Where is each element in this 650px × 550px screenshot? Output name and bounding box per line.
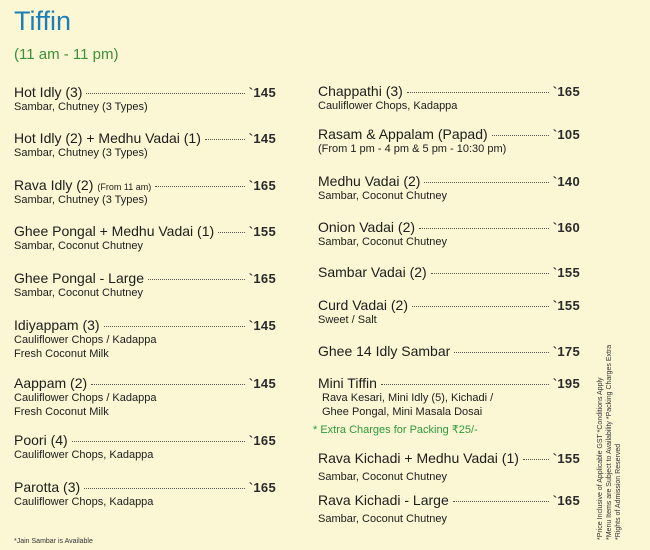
item-price: `145 bbox=[248, 318, 276, 333]
item-name: Hot Idly (2) + Medhu Vadai (1) bbox=[14, 130, 201, 146]
item-description: Sambar, Coconut Chutney bbox=[14, 287, 144, 299]
item-price: `165 bbox=[248, 271, 276, 286]
item-description: Sambar, Chutney (3 Types) bbox=[14, 101, 148, 113]
item-description: Cauliflower Chops, Kadappa bbox=[14, 449, 154, 461]
item-price: `165 bbox=[248, 433, 276, 448]
item-name: Aappam (2) bbox=[14, 375, 88, 391]
item-description: Fresh Coconut Milk bbox=[14, 406, 109, 418]
item-name: Ghee 14 Idly Sambar bbox=[318, 343, 451, 359]
item-price: `165 bbox=[248, 480, 276, 495]
item-description: Sambar, Coconut Chutney bbox=[318, 513, 448, 525]
item-description: Sambar, Coconut Chutney bbox=[14, 240, 144, 252]
side-note: *Menu Items are Subject to Availability *Packing Charges Extra bbox=[606, 344, 613, 540]
item-price: `105 bbox=[552, 127, 580, 142]
item-name: Onion Vadai (2) bbox=[318, 219, 416, 235]
item-description: Sambar, Chutney (3 Types) bbox=[14, 147, 148, 159]
menu-item bbox=[318, 492, 580, 526]
menu-item bbox=[318, 264, 580, 280]
item-description: Sweet / Salt bbox=[318, 314, 377, 326]
menu-item bbox=[318, 375, 580, 419]
item-name: Idiyappam (3) bbox=[14, 317, 100, 333]
item-price: `165 bbox=[552, 493, 580, 508]
menu-item bbox=[318, 126, 580, 156]
item-name: Rava Kichadi + Medhu Vadai (1) bbox=[318, 450, 519, 466]
item-price: `155 bbox=[552, 265, 580, 280]
item-price: `155 bbox=[552, 298, 580, 313]
packing-charge-note: * Extra Charges for Packing ₹25/- bbox=[313, 424, 478, 436]
item-price: `140 bbox=[552, 174, 580, 189]
item-price: `145 bbox=[248, 85, 276, 100]
item-description: Fresh Coconut Milk bbox=[14, 348, 109, 360]
item-name: Medhu Vadai (2) bbox=[318, 173, 421, 189]
menu-item bbox=[14, 223, 276, 253]
menu-item bbox=[14, 432, 276, 462]
item-description: Cauliflower Chops, Kadappa bbox=[318, 100, 458, 112]
item-description: Sambar, Coconut Chutney bbox=[318, 190, 448, 202]
item-name: Chappathi (3) bbox=[318, 83, 403, 99]
item-note: (From 11 am) bbox=[97, 182, 152, 192]
item-name: Mini Tiffin bbox=[318, 375, 377, 391]
item-name: Hot Idly (3) bbox=[14, 84, 83, 100]
page-title: Tiffin bbox=[14, 6, 72, 36]
item-description: Rava Kesari, Mini Idly (5), Kichadi / bbox=[322, 392, 494, 404]
item-name: Curd Vadai (2) bbox=[318, 297, 409, 313]
menu-item bbox=[318, 219, 580, 249]
side-note: *Rights of Admission Reserved bbox=[615, 443, 622, 540]
item-price: `155 bbox=[248, 224, 276, 239]
jain-note: *Jain Sambar is Available bbox=[14, 538, 93, 545]
side-note: *Price Inclusive of Applicable GST *Conditions Apply bbox=[597, 377, 604, 540]
item-description: Cauliflower Chops / Kadappa bbox=[14, 392, 157, 404]
item-price: `145 bbox=[248, 376, 276, 391]
item-description: Sambar, Coconut Chutney bbox=[318, 471, 448, 483]
item-name: Rasam & Appalam (Papad) bbox=[318, 126, 488, 142]
item-name: Sambar Vadai (2) bbox=[318, 264, 427, 280]
item-price: `155 bbox=[552, 451, 580, 466]
menu-item bbox=[14, 270, 276, 300]
item-price: `165 bbox=[248, 178, 276, 193]
item-description: Ghee Pongal, Mini Masala Dosai bbox=[322, 406, 483, 418]
item-name: Poori (4) bbox=[14, 432, 68, 448]
side-notes bbox=[596, 345, 623, 540]
menu-item bbox=[318, 173, 580, 203]
menu-item bbox=[318, 343, 580, 359]
item-price: `195 bbox=[552, 376, 580, 391]
menu-item bbox=[14, 479, 276, 509]
menu-item bbox=[14, 375, 276, 419]
item-price: `160 bbox=[552, 220, 580, 235]
item-description: Cauliflower Chops / Kadappa bbox=[14, 334, 157, 346]
item-name: Rava Kichadi - Large bbox=[318, 492, 449, 508]
menu-item bbox=[14, 130, 276, 160]
menu-item bbox=[318, 83, 580, 113]
item-description: Cauliflower Chops, Kadappa bbox=[14, 496, 154, 508]
item-price: `145 bbox=[248, 131, 276, 146]
item-name: Ghee Pongal - Large bbox=[14, 270, 144, 286]
item-description: (From 1 pm - 4 pm & 5 pm - 10:30 pm) bbox=[318, 143, 507, 155]
item-name: Ghee Pongal + Medhu Vadai (1) bbox=[14, 223, 215, 239]
menu-item bbox=[14, 177, 276, 207]
item-price: `165 bbox=[552, 84, 580, 99]
menu-item bbox=[14, 317, 276, 361]
menu-item bbox=[14, 84, 276, 114]
item-name: Parotta (3) bbox=[14, 479, 81, 495]
item-description: Sambar, Coconut Chutney bbox=[318, 236, 448, 248]
serving-hours: (11 am - 11 pm) bbox=[14, 46, 119, 63]
item-name: Rava Idly (2) bbox=[14, 177, 94, 193]
menu-item bbox=[318, 297, 580, 327]
item-description: Sambar, Chutney (3 Types) bbox=[14, 194, 148, 206]
menu-item bbox=[318, 450, 580, 484]
item-price: `175 bbox=[552, 344, 580, 359]
